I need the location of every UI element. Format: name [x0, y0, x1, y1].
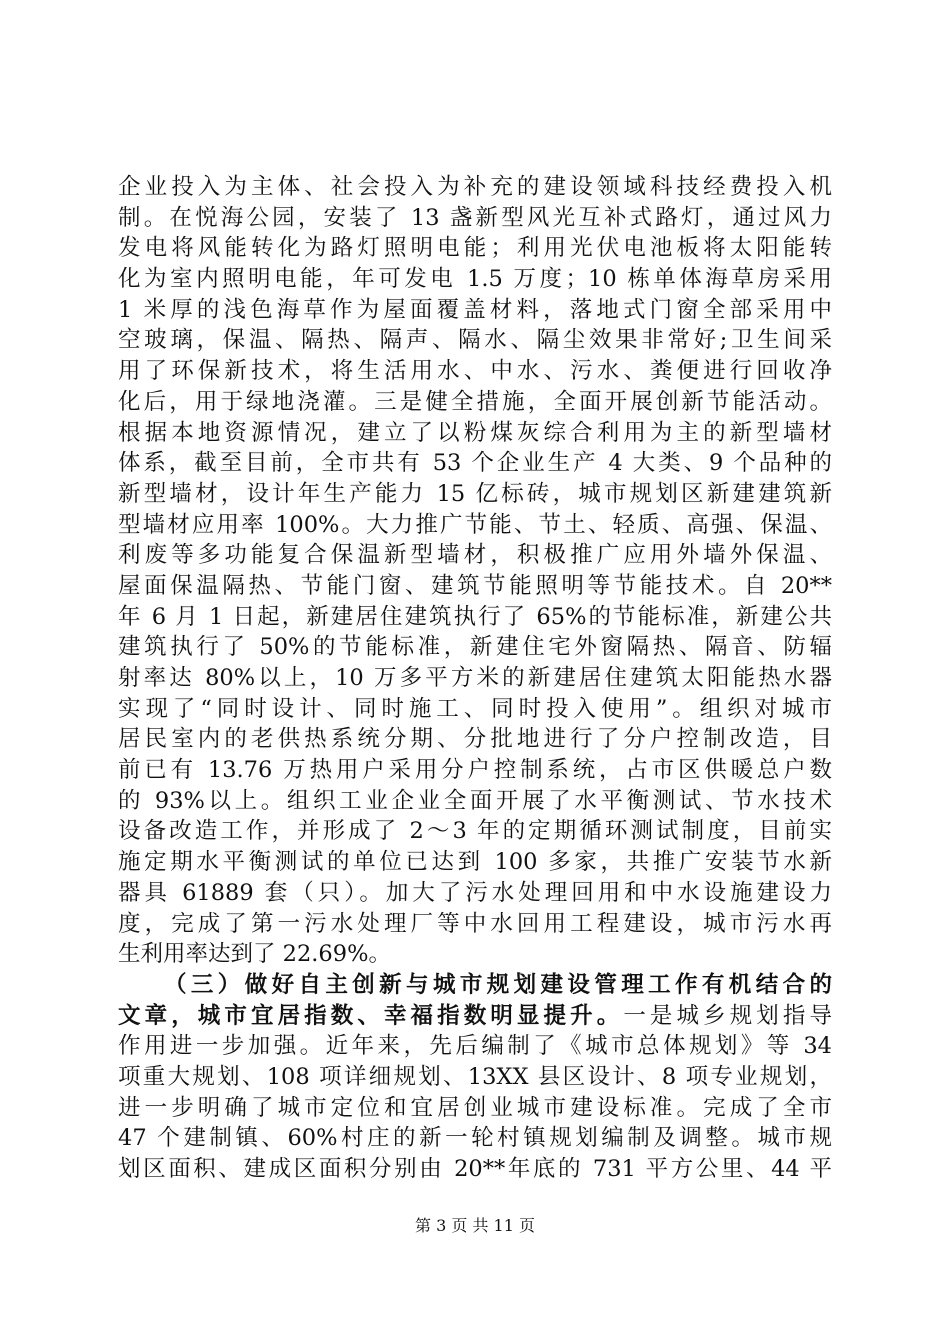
text-line: 体系，截至目前，全市共有 53 个企业生产 4 大类、9 个品种的	[118, 450, 832, 477]
text-line: 利废等多功能复合保温新型墙材，积极推广应用外墙外保温、	[118, 542, 832, 569]
section-heading-line: （三）做好自主创新与城市规划建设管理工作有机结合的	[164, 971, 832, 998]
text-line: 施定期水平衡测试的单位已达到 100 多家，共推广安装节水新	[118, 849, 832, 876]
text-line: 度，完成了第一污水处理厂等中水回用工程建设，城市污水再	[118, 910, 832, 937]
body-text	[118, 172, 832, 1185]
text-line: 前已有 13.76 万热用户采用分户控制系统，占市区供暖总户数	[118, 757, 832, 784]
text-line: 1 米厚的浅色海草作为屋面覆盖材料，落地式门窗全部采用中	[118, 296, 832, 323]
text-line: 的 93%以上。组织工业企业全面开展了水平衡测试、节水技术	[118, 787, 832, 814]
text-line: 进一步明确了城市定位和宜居创业城市建设标准。完成了全市	[118, 1094, 832, 1121]
text-line: 47 个建制镇、60%村庄的新一轮村镇规划编制及调整。城市规	[118, 1125, 832, 1152]
text-line: 发电将风能转化为路灯照明电能；利用光伏电池板将太阳能转	[118, 235, 832, 262]
text-line: 器具 61889 套（只）。加大了污水处理回用和中水设施建设力	[118, 879, 832, 906]
text-line: 屋面保温隔热、节能门窗、建筑节能照明等节能技术。自 20**	[118, 572, 832, 599]
text-line: 空玻璃，保温、隔热、隔声、隔水、隔尘效果非常好;卫生间采	[118, 327, 832, 354]
page-number-footer: 第 3 页 共 11 页	[415, 1216, 535, 1235]
text-line: 化后，用于绿地浇灌。三是健全措施，全面开展创新节能活动。	[118, 388, 832, 415]
paragraph-1	[118, 172, 832, 970]
section-heading-tail: 文章，城市宜居指数、幸福指数明显提升。	[118, 1002, 624, 1029]
paragraph-2	[118, 970, 832, 1185]
text-line: 居民室内的老供热系统分期、分批地进行了分户控制改造，目	[118, 726, 832, 753]
text-line: 型墙材应用率 100%。大力推广节能、节土、轻质、高强、保温、	[118, 511, 832, 538]
text-line: 建筑执行了 50%的节能标准，新建住宅外窗隔热、隔音、防辐	[118, 634, 832, 661]
text-line: 射率达 80%以上，10 万多平方米的新建居住建筑太阳能热水器	[118, 665, 832, 691]
text-line: 企业投入为主体、社会投入为补充的建设领域科技经费投入机	[118, 174, 832, 200]
text-line: 划区面积、建成区面积分别由 20**年底的 731 平方公里、44 平	[118, 1156, 832, 1182]
text-line: 根据本地资源情况，建立了以粉煤灰综合利用为主的新型墙材	[118, 419, 832, 446]
text-line: 生利用率达到了 22.69%。	[118, 941, 391, 968]
text-line: 实现了“同时设计、同时施工、同时投入使用”。组织对城市	[118, 695, 832, 722]
text-line: 化为室内照明电能，年可发电 1.5 万度；10 栋单体海草房采用	[118, 266, 832, 293]
text-line: 设备改造工作，并形成了 2～3 年的定期循环测试制度，目前实	[118, 818, 832, 845]
text-run: 一是城乡规划指导	[623, 1002, 832, 1029]
text-line: 新型墙材，设计年生产能力 15 亿标砖，城市规划区新建建筑新	[118, 480, 832, 507]
text-line	[118, 1001, 832, 1032]
text-line: 年 6 月 1 日起，新建居住建筑执行了 65%的节能标准，新建公共	[118, 603, 832, 630]
text-line: 用了环保新技术，将生活用水、中水、污水、粪便进行回收净	[118, 358, 832, 385]
text-line: 制。在悦海公园，安装了 13 盏新型风光互补式路灯，通过风力	[118, 204, 832, 231]
text-line: 作用进一步加强。近年来，先后编制了《城市总体规划》等 34	[118, 1033, 832, 1060]
text-line: 项重大规划、108 项详细规划、13XX 县区设计、8 项专业规划，	[118, 1063, 832, 1090]
